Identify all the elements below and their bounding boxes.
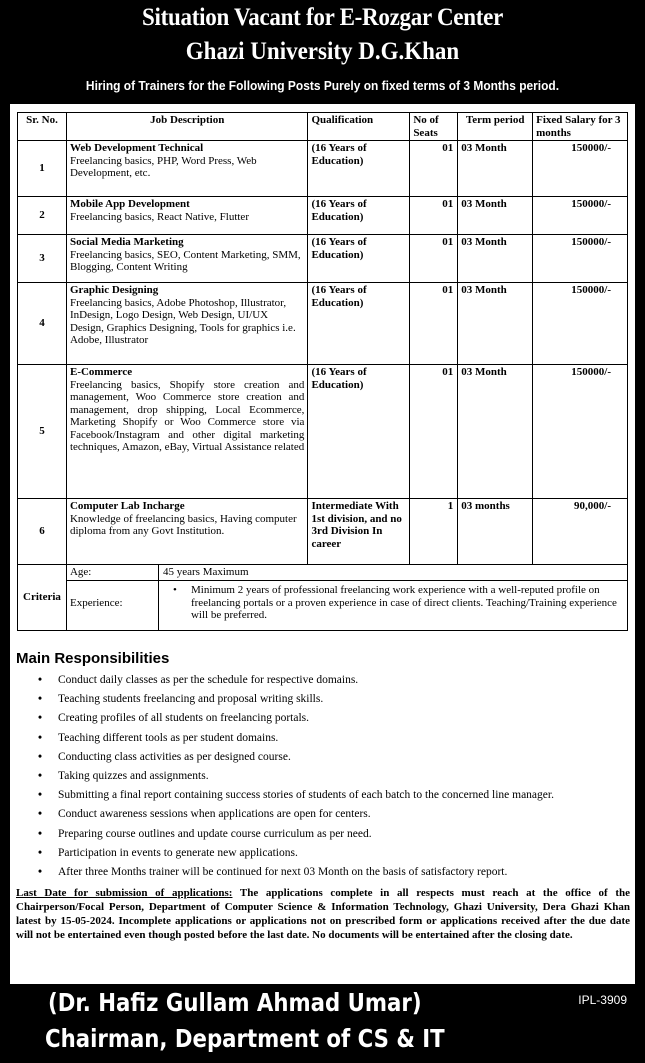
table-row: [18, 283, 628, 365]
table-header: [18, 113, 628, 141]
last-date-paragraph: [16, 886, 630, 942]
list-item: • Conduct awareness sessions when applications are open for centers.: [38, 805, 628, 824]
sr-no: 1: [18, 141, 67, 197]
job-title: Web Development Technical: [69, 142, 204, 154]
table-row: [18, 365, 628, 499]
job-description: [66, 499, 307, 565]
qualification: (16 Years of Education): [308, 141, 410, 197]
age-label: Age:: [67, 565, 159, 580]
page-title: Situation Vacant for E-Rozgar Center: [141, 4, 504, 31]
responsibilities-heading: Main Responsibilities: [16, 650, 170, 667]
signatory-designation: Chairman, Department of CS & IT: [45, 1024, 445, 1053]
seats: 01: [410, 283, 458, 365]
list-item: • Conducting class activities as per designed course.: [38, 748, 628, 767]
sr-no: 4: [18, 283, 67, 365]
job-details: Freelancing basics, Shopify store creation and management, Woo Commerce store creation and management, drop shipping, Local Ecommerce, Marketing Shopify or Woo Commerce store via Facebook/Instagram and other digital marketing techniques, Amazon, eBay, Virtual Assistance related: [69, 378, 305, 453]
qualification: (16 Years of Education): [308, 283, 410, 365]
col-job: Job Description: [66, 113, 307, 141]
criteria-experience-row: [18, 581, 628, 631]
seats: 01: [410, 235, 458, 283]
job-description: [66, 235, 307, 283]
list-item: • Teaching different tools as per student domains.: [38, 729, 628, 748]
responsibilities-list: [16, 671, 628, 882]
subtitle: Hiring of Trainers for the Following Posts Purely on fixed terms of 3 Months period.: [85, 78, 560, 93]
col-term: Term period: [458, 113, 533, 141]
qualification: (16 Years of Education): [308, 235, 410, 283]
list-item: • Taking quizzes and assignments.: [38, 767, 628, 786]
experience-value: Minimum 2 years of professional freelancing work experience with a well-reputed profile on freelancing portals or a proven experience in case of direct clients. Teaching/Training experience will be preferred.: [190, 584, 617, 621]
age-cell: [66, 565, 627, 581]
experience-label: Experience:: [67, 581, 159, 630]
list-item: • After three Months trainer will be continued for next 03 Month on the basis of satisfactory report.: [38, 863, 628, 882]
last-date-text: The applications complete in all respects must reach at the office of the Chairperson/Focal Person, Department of Computer Science & Information Technology, Ghazi University, Dera Ghazi Khan latest by 15-05-2024. Incomplete applications or applications not on prescribed form or applications received after the due date will not be entertained even though posted before the last date. No documents will be entertained after the closing date.: [16, 887, 630, 941]
job-description: [66, 283, 307, 365]
job-title: Mobile App Development: [69, 198, 190, 210]
table-row: [18, 235, 628, 283]
job-title: Computer Lab Incharge: [69, 500, 185, 512]
job-description: [66, 365, 307, 499]
university-name: Ghazi University D.G.Khan: [185, 38, 460, 65]
sr-no: 3: [18, 235, 67, 283]
responsibilities-section: [16, 650, 628, 882]
seats: 1: [410, 499, 458, 565]
experience-cell: [66, 581, 627, 631]
term: 03 months: [458, 499, 533, 565]
last-date-label: Last Date for submission of applications:: [16, 887, 233, 899]
qualification: (16 Years of Education): [308, 197, 410, 235]
term: 03 Month: [458, 365, 533, 499]
col-sr: Sr. No.: [18, 113, 67, 141]
term: 03 Month: [458, 235, 533, 283]
list-item: • Participation in events to generate new applications.: [38, 844, 628, 863]
bullet-icon: •: [172, 584, 177, 596]
term: 03 Month: [458, 197, 533, 235]
list-item: • Submitting a final report containing success stories of students of each batch to the concerned line manager.: [38, 786, 628, 805]
criteria-label: Criteria: [18, 565, 67, 631]
seats: 01: [410, 197, 458, 235]
criteria-age-row: [18, 565, 628, 581]
job-title: Social Media Marketing: [69, 236, 184, 248]
qualification: Intermediate With 1st division, and no 3rd Division In career: [308, 499, 410, 565]
ad-reference: IPL-3909: [578, 993, 627, 1007]
list-item: • Creating profiles of all students on freelancing portals.: [38, 709, 628, 728]
salary: 150000/-: [533, 365, 628, 499]
table-row: [18, 141, 628, 197]
term: 03 Month: [458, 283, 533, 365]
job-title: Graphic Designing: [69, 284, 159, 296]
term: 03 Month: [458, 141, 533, 197]
signatory-name: (Dr. Hafiz Gullam Ahmad Umar): [48, 988, 422, 1017]
job-details: Freelancing basics, React Native, Flutter: [69, 210, 249, 223]
job-description: [66, 197, 307, 235]
seats: 01: [410, 141, 458, 197]
job-details: Freelancing basics, Adobe Photoshop, Illustrator, InDesign, Logo Design, Web Design, UI/UX Design, Graphics Designing, Tools for graphics i.e. Adobe, Illustrator: [69, 296, 296, 346]
sr-no: 6: [18, 499, 67, 565]
list-item: • Conduct daily classes as per the schedule for respective domains.: [38, 671, 628, 690]
age-value: 45 years Maximum: [162, 566, 249, 578]
job-title: E-Commerce: [69, 366, 133, 378]
list-item: • Teaching students freelancing and proposal writing skills.: [38, 690, 628, 709]
table-row: [18, 197, 628, 235]
job-details: Knowledge of freelancing basics, Having computer diploma from any Govt Institution.: [69, 512, 297, 537]
qualification: (16 Years of Education): [308, 365, 410, 499]
advertisement-body: [10, 104, 635, 984]
footer: [0, 984, 645, 1063]
header: [0, 0, 645, 104]
salary: 150000/-: [533, 283, 628, 365]
salary: 150000/-: [533, 235, 628, 283]
job-description: [66, 141, 307, 197]
sr-no: 5: [18, 365, 67, 499]
seats: 01: [410, 365, 458, 499]
experience-value-wrap: [159, 581, 627, 625]
jobs-table: [17, 112, 628, 631]
list-item: • Preparing course outlines and update course curriculum as per need.: [38, 825, 628, 844]
salary: 90,000/-: [533, 499, 628, 565]
job-details: Freelancing basics, PHP, Word Press, Web Development, etc.: [69, 154, 257, 179]
col-qual: Qualification: [308, 113, 410, 141]
sr-no: 2: [18, 197, 67, 235]
table-row: [18, 499, 628, 565]
salary: 150000/-: [533, 197, 628, 235]
col-seats: No of Seats: [410, 113, 458, 141]
salary: 150000/-: [533, 141, 628, 197]
col-salary: Fixed Salary for 3 months: [533, 113, 628, 141]
job-details: Freelancing basics, SEO, Content Marketing, SMM, Blogging, Content Writing: [69, 248, 301, 273]
